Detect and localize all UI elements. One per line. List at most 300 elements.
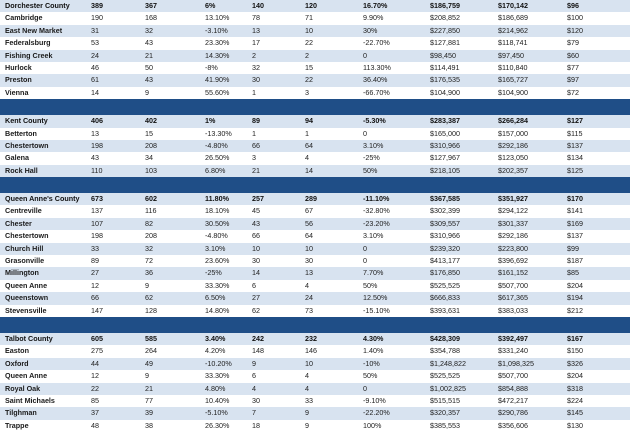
count-a-cell: 137 <box>91 206 103 216</box>
count-change-2-cell: 0 <box>363 256 367 266</box>
price-per-unit-cell: $224 <box>567 395 583 405</box>
count-change-cell: 6.50% <box>205 293 226 303</box>
count-d-cell: 73 <box>305 305 313 315</box>
price-per-unit-cell: $130 <box>567 420 583 430</box>
price-per-unit-cell: $127 <box>567 116 583 126</box>
table-row <box>0 230 630 242</box>
count-b-cell: 21 <box>145 50 153 60</box>
count-d-cell: 1 <box>305 128 309 138</box>
place-name-cell: Talbot County <box>5 333 53 343</box>
table-row <box>0 407 630 419</box>
count-change-2-cell: -23.20% <box>363 218 390 228</box>
place-name-cell: East New Market <box>5 25 63 35</box>
place-name-cell: Tilghman <box>5 408 37 418</box>
count-d-cell: 232 <box>305 333 317 343</box>
count-change-2-cell: 0 <box>363 50 367 60</box>
count-a-cell: 673 <box>91 194 103 204</box>
place-name-cell: Grasonville <box>5 256 45 266</box>
table-row <box>0 205 630 217</box>
count-a-cell: 44 <box>91 358 99 368</box>
count-change-cell: 6.80% <box>205 165 226 175</box>
price-a-cell: $385,553 <box>430 420 460 430</box>
count-change-cell: 41.90% <box>205 75 230 85</box>
count-d-cell: 14 <box>305 165 313 175</box>
count-change-2-cell: 0 <box>363 128 367 138</box>
place-name-cell: Queenstown <box>5 293 49 303</box>
table-row <box>0 50 630 62</box>
count-b-cell: 264 <box>145 346 157 356</box>
place-name-cell: Trappe <box>5 420 29 430</box>
count-a-cell: 14 <box>91 87 99 97</box>
price-a-cell: $1,002,825 <box>430 383 466 393</box>
count-c-cell: 10 <box>252 243 260 253</box>
price-b-cell: $1,098,325 <box>498 358 534 368</box>
count-change-2-cell: 50% <box>363 165 378 175</box>
price-per-unit-cell: $137 <box>567 140 583 150</box>
price-b-cell: $104,900 <box>498 87 528 97</box>
count-b-cell: 9 <box>145 371 149 381</box>
price-b-cell: $223,800 <box>498 243 528 253</box>
price-a-cell: $218,105 <box>430 165 460 175</box>
count-a-cell: 13 <box>91 128 99 138</box>
price-a-cell: $354,788 <box>430 346 460 356</box>
place-name-cell: Preston <box>5 75 32 85</box>
count-change-2-cell: 9.90% <box>363 13 384 23</box>
price-a-cell: $309,557 <box>430 218 460 228</box>
place-name-cell: Rock Hall <box>5 165 38 175</box>
count-change-cell: 11.80% <box>205 194 229 204</box>
place-name-cell: Kent County <box>5 116 48 126</box>
count-d-cell: 3 <box>305 87 309 97</box>
count-change-2-cell: -15.10% <box>363 305 390 315</box>
count-a-cell: 53 <box>91 38 99 48</box>
count-b-cell: 32 <box>145 243 153 253</box>
count-b-cell: 62 <box>145 293 153 303</box>
price-b-cell: $186,689 <box>498 13 528 23</box>
count-c-cell: 27 <box>252 293 260 303</box>
price-b-cell: $356,606 <box>498 420 528 430</box>
price-per-unit-cell: $79 <box>567 38 579 48</box>
count-change-2-cell: -22.20% <box>363 408 390 418</box>
price-b-cell: $123,050 <box>498 153 528 163</box>
count-b-cell: 50 <box>145 62 153 72</box>
count-a-cell: 22 <box>91 383 99 393</box>
count-a-cell: 107 <box>91 218 103 228</box>
count-c-cell: 7 <box>252 408 256 418</box>
count-c-cell: 4 <box>252 383 256 393</box>
county-header-row <box>0 193 630 205</box>
place-name-cell: Millington <box>5 268 39 278</box>
place-name-cell: Easton <box>5 346 29 356</box>
count-b-cell: 77 <box>145 395 153 405</box>
county-header-row <box>0 115 630 127</box>
count-change-cell: 3.10% <box>205 243 226 253</box>
count-c-cell: 13 <box>252 25 260 35</box>
table-row <box>0 370 630 382</box>
count-b-cell: 82 <box>145 218 153 228</box>
price-per-unit-cell: $326 <box>567 358 583 368</box>
count-change-cell: -4.80% <box>205 231 228 241</box>
price-a-cell: $666,833 <box>430 293 460 303</box>
place-name-cell: Fishing Creek <box>5 50 53 60</box>
count-change-cell: -3.10% <box>205 25 228 35</box>
count-change-2-cell: 113.30% <box>363 62 391 72</box>
section-dorchester <box>0 0 630 99</box>
count-change-cell: 18.10% <box>205 206 230 216</box>
section-divider <box>0 317 630 333</box>
count-a-cell: 33 <box>91 243 99 253</box>
section-divider <box>0 177 630 193</box>
count-change-2-cell: -32.80% <box>363 206 390 216</box>
table-row <box>0 12 630 24</box>
table-row <box>0 358 630 370</box>
count-a-cell: 66 <box>91 293 99 303</box>
count-change-cell: 26.50% <box>205 153 230 163</box>
count-d-cell: 10 <box>305 243 313 253</box>
place-name-cell: Church Hill <box>5 243 44 253</box>
table-row <box>0 62 630 74</box>
price-a-cell: $310,966 <box>430 231 460 241</box>
count-change-2-cell: 1.40% <box>363 346 384 356</box>
count-change-2-cell: 36.40% <box>363 75 388 85</box>
price-b-cell: $383,033 <box>498 305 528 315</box>
count-a-cell: 12 <box>91 371 99 381</box>
table-row <box>0 165 630 177</box>
count-d-cell: 64 <box>305 140 313 150</box>
count-c-cell: 89 <box>252 116 260 126</box>
price-b-cell: $392,497 <box>498 333 528 343</box>
count-change-2-cell: 7.70% <box>363 268 384 278</box>
price-a-cell: $165,000 <box>430 128 460 138</box>
price-per-unit-cell: $141 <box>567 206 583 216</box>
count-a-cell: 48 <box>91 420 99 430</box>
price-per-unit-cell: $99 <box>567 243 579 253</box>
place-name-cell: Vienna <box>5 87 29 97</box>
table-row <box>0 74 630 86</box>
count-d-cell: 22 <box>305 38 313 48</box>
count-c-cell: 30 <box>252 75 260 85</box>
table-row <box>0 280 630 292</box>
count-change-2-cell: -11.10% <box>363 194 390 204</box>
count-c-cell: 6 <box>252 371 256 381</box>
count-b-cell: 208 <box>145 231 157 241</box>
place-name-cell: Queen Anne <box>5 280 48 290</box>
place-name-cell: Chester <box>5 218 32 228</box>
price-a-cell: $515,515 <box>430 395 460 405</box>
table-row <box>0 152 630 164</box>
price-b-cell: $97,450 <box>498 50 524 60</box>
count-c-cell: 17 <box>252 38 260 48</box>
price-b-cell: $507,700 <box>498 371 528 381</box>
count-d-cell: 289 <box>305 194 317 204</box>
count-change-cell: 10.40% <box>205 395 230 405</box>
count-b-cell: 208 <box>145 140 157 150</box>
price-b-cell: $331,240 <box>498 346 528 356</box>
price-a-cell: $428,309 <box>430 333 460 343</box>
table-row <box>0 255 630 267</box>
price-a-cell: $1,248,822 <box>430 358 466 368</box>
price-per-unit-cell: $100 <box>567 13 583 23</box>
count-a-cell: 198 <box>91 140 103 150</box>
count-b-cell: 168 <box>145 13 157 23</box>
count-c-cell: 1 <box>252 87 256 97</box>
count-change-cell: 14.30% <box>205 50 230 60</box>
price-a-cell: $227,850 <box>430 25 460 35</box>
count-d-cell: 71 <box>305 13 313 23</box>
count-c-cell: 62 <box>252 305 260 315</box>
count-b-cell: 72 <box>145 256 153 266</box>
price-b-cell: $110,840 <box>498 62 528 72</box>
table-row <box>0 267 630 279</box>
count-b-cell: 21 <box>145 383 153 393</box>
count-change-cell: -4.80% <box>205 140 228 150</box>
count-a-cell: 43 <box>91 153 99 163</box>
price-a-cell: $525,525 <box>430 280 460 290</box>
place-name-cell: Stevensville <box>5 305 47 315</box>
count-d-cell: 4 <box>305 371 309 381</box>
count-change-cell: 23.30% <box>205 38 230 48</box>
count-change-cell: -25% <box>205 268 222 278</box>
count-change-2-cell: 3.10% <box>363 231 384 241</box>
count-d-cell: 4 <box>305 280 309 290</box>
price-per-unit-cell: $134 <box>567 153 583 163</box>
count-d-cell: 94 <box>305 116 313 126</box>
price-b-cell: $290,786 <box>498 408 528 418</box>
section-kent <box>0 115 630 177</box>
count-d-cell: 64 <box>305 231 313 241</box>
count-c-cell: 242 <box>252 333 264 343</box>
count-change-cell: 1% <box>205 116 216 126</box>
place-name-cell: Saint Michaels <box>5 395 55 405</box>
count-b-cell: 116 <box>145 206 157 216</box>
count-b-cell: 43 <box>145 75 153 85</box>
count-c-cell: 32 <box>252 62 260 72</box>
count-c-cell: 14 <box>252 268 260 278</box>
price-b-cell: $854,888 <box>498 383 528 393</box>
count-a-cell: 37 <box>91 408 99 418</box>
count-change-2-cell: 50% <box>363 371 378 381</box>
price-per-unit-cell: $212 <box>567 305 583 315</box>
count-a-cell: 406 <box>91 116 103 126</box>
count-change-cell: 3.40% <box>205 333 226 343</box>
price-a-cell: $310,966 <box>430 140 460 150</box>
count-c-cell: 45 <box>252 206 260 216</box>
price-per-unit-cell: $170 <box>567 194 583 204</box>
table-row <box>0 87 630 99</box>
price-per-unit-cell: $125 <box>567 165 583 175</box>
table-row <box>0 140 630 152</box>
place-name-cell: Hurlock <box>5 62 32 72</box>
count-c-cell: 18 <box>252 420 260 430</box>
count-d-cell: 120 <box>305 1 317 10</box>
price-per-unit-cell: $169 <box>567 218 583 228</box>
price-b-cell: $214,962 <box>498 25 528 35</box>
count-d-cell: 30 <box>305 256 313 266</box>
price-b-cell: $507,700 <box>498 280 528 290</box>
count-d-cell: 33 <box>305 395 313 405</box>
count-change-cell: 14.80% <box>205 305 230 315</box>
price-per-unit-cell: $115 <box>567 128 583 138</box>
price-b-cell: $472,217 <box>498 395 528 405</box>
price-per-unit-cell: $60 <box>567 50 579 60</box>
count-d-cell: 67 <box>305 206 313 216</box>
count-b-cell: 32 <box>145 25 153 35</box>
count-c-cell: 2 <box>252 50 256 60</box>
count-change-cell: 33.30% <box>205 371 230 381</box>
count-d-cell: 9 <box>305 420 309 430</box>
table-row <box>0 218 630 230</box>
count-change-cell: 4.80% <box>205 383 226 393</box>
count-c-cell: 30 <box>252 395 260 405</box>
price-per-unit-cell: $145 <box>567 408 583 418</box>
price-a-cell: $127,881 <box>430 38 460 48</box>
count-a-cell: 24 <box>91 50 99 60</box>
count-change-cell: 4.20% <box>205 346 226 356</box>
count-change-cell: -13.30% <box>205 128 232 138</box>
price-per-unit-cell: $77 <box>567 62 579 72</box>
count-change-2-cell: -9.10% <box>363 395 386 405</box>
count-b-cell: 128 <box>145 305 157 315</box>
count-change-2-cell: -5.30% <box>363 116 386 126</box>
count-d-cell: 2 <box>305 50 309 60</box>
price-a-cell: $302,399 <box>430 206 460 216</box>
count-change-2-cell: 50% <box>363 280 378 290</box>
count-c-cell: 21 <box>252 165 260 175</box>
price-per-unit-cell: $97 <box>567 75 579 85</box>
place-name-cell: Dorchester County <box>5 1 70 10</box>
price-per-unit-cell: $72 <box>567 87 579 97</box>
section-queen-annes <box>0 193 630 317</box>
place-name-cell: Chestertown <box>5 140 49 150</box>
count-c-cell: 66 <box>252 231 260 241</box>
count-b-cell: 9 <box>145 87 149 97</box>
count-c-cell: 148 <box>252 346 264 356</box>
count-d-cell: 56 <box>305 218 313 228</box>
count-a-cell: 275 <box>91 346 103 356</box>
count-d-cell: 10 <box>305 358 313 368</box>
price-per-unit-cell: $187 <box>567 256 583 266</box>
count-b-cell: 585 <box>145 333 157 343</box>
price-b-cell: $292,186 <box>498 231 528 241</box>
count-change-2-cell: -10% <box>363 358 380 368</box>
count-change-cell: 33.30% <box>205 280 230 290</box>
count-change-2-cell: -66.70% <box>363 87 390 97</box>
place-name-cell: Centreville <box>5 206 42 216</box>
count-b-cell: 34 <box>145 153 153 163</box>
count-a-cell: 89 <box>91 256 99 266</box>
count-change-2-cell: 0 <box>363 243 367 253</box>
table-row <box>0 243 630 255</box>
count-change-cell: -5.10% <box>205 408 228 418</box>
price-b-cell: $301,337 <box>498 218 528 228</box>
count-c-cell: 43 <box>252 218 260 228</box>
table-row <box>0 37 630 49</box>
count-a-cell: 31 <box>91 25 99 35</box>
count-c-cell: 9 <box>252 358 256 368</box>
price-b-cell: $165,727 <box>498 75 528 85</box>
count-d-cell: 22 <box>305 75 313 85</box>
count-change-cell: 13.10% <box>205 13 230 23</box>
count-c-cell: 140 <box>252 1 264 10</box>
count-c-cell: 1 <box>252 128 256 138</box>
price-b-cell: $161,152 <box>498 268 528 278</box>
count-change-cell: -10.20% <box>205 358 232 368</box>
count-a-cell: 190 <box>91 13 103 23</box>
price-per-unit-cell: $150 <box>567 346 583 356</box>
price-per-unit-cell: $167 <box>567 333 583 343</box>
count-change-2-cell: 0 <box>363 383 367 393</box>
table-row <box>0 420 630 432</box>
price-a-cell: $98,450 <box>430 50 456 60</box>
count-b-cell: 9 <box>145 280 149 290</box>
count-a-cell: 61 <box>91 75 99 85</box>
count-b-cell: 602 <box>145 194 157 204</box>
price-a-cell: $127,967 <box>430 153 460 163</box>
price-b-cell: $157,000 <box>498 128 528 138</box>
count-d-cell: 24 <box>305 293 313 303</box>
count-change-cell: -8% <box>205 62 218 72</box>
price-b-cell: $351,927 <box>498 194 528 204</box>
count-b-cell: 402 <box>145 116 157 126</box>
place-name-cell: Betterton <box>5 128 37 138</box>
price-b-cell: $170,142 <box>498 1 528 10</box>
count-change-cell: 26.30% <box>205 420 230 430</box>
price-b-cell: $292,186 <box>498 140 528 150</box>
table-row <box>0 305 630 317</box>
count-change-cell: 6% <box>205 1 216 10</box>
count-change-2-cell: 12.50% <box>363 293 388 303</box>
count-c-cell: 30 <box>252 256 260 266</box>
count-a-cell: 46 <box>91 62 99 72</box>
price-a-cell: $176,850 <box>430 268 460 278</box>
table-row <box>0 25 630 37</box>
count-c-cell: 6 <box>252 280 256 290</box>
count-d-cell: 146 <box>305 346 317 356</box>
count-c-cell: 257 <box>252 194 264 204</box>
price-per-unit-cell: $204 <box>567 371 583 381</box>
place-name-cell: Chestertown <box>5 231 49 241</box>
count-a-cell: 110 <box>91 165 103 175</box>
price-per-unit-cell: $85 <box>567 268 579 278</box>
count-change-2-cell: 4.30% <box>363 333 384 343</box>
price-b-cell: $396,692 <box>498 256 528 266</box>
price-a-cell: $186,759 <box>430 1 460 10</box>
count-change-2-cell: 3.10% <box>363 140 384 150</box>
price-b-cell: $202,357 <box>498 165 528 175</box>
price-per-unit-cell: $96 <box>567 1 579 10</box>
count-change-cell: 23.60% <box>205 256 230 266</box>
count-b-cell: 49 <box>145 358 153 368</box>
price-a-cell: $104,900 <box>430 87 460 97</box>
count-d-cell: 15 <box>305 62 313 72</box>
count-change-2-cell: -22.70% <box>363 38 390 48</box>
price-per-unit-cell: $318 <box>567 383 583 393</box>
place-name-cell: Queen Anne <box>5 371 48 381</box>
price-a-cell: $239,320 <box>430 243 460 253</box>
place-name-cell: Oxford <box>5 358 29 368</box>
price-b-cell: $266,284 <box>498 116 528 126</box>
price-per-unit-cell: $137 <box>567 231 583 241</box>
table-row <box>0 345 630 357</box>
count-b-cell: 15 <box>145 128 153 138</box>
price-b-cell: $294,122 <box>498 206 528 216</box>
place-name-cell: Galena <box>5 153 29 163</box>
section-divider <box>0 99 630 115</box>
count-c-cell: 66 <box>252 140 260 150</box>
price-per-unit-cell: $194 <box>567 293 583 303</box>
price-a-cell: $283,387 <box>430 116 460 126</box>
place-name-cell: Federalsburg <box>5 38 51 48</box>
